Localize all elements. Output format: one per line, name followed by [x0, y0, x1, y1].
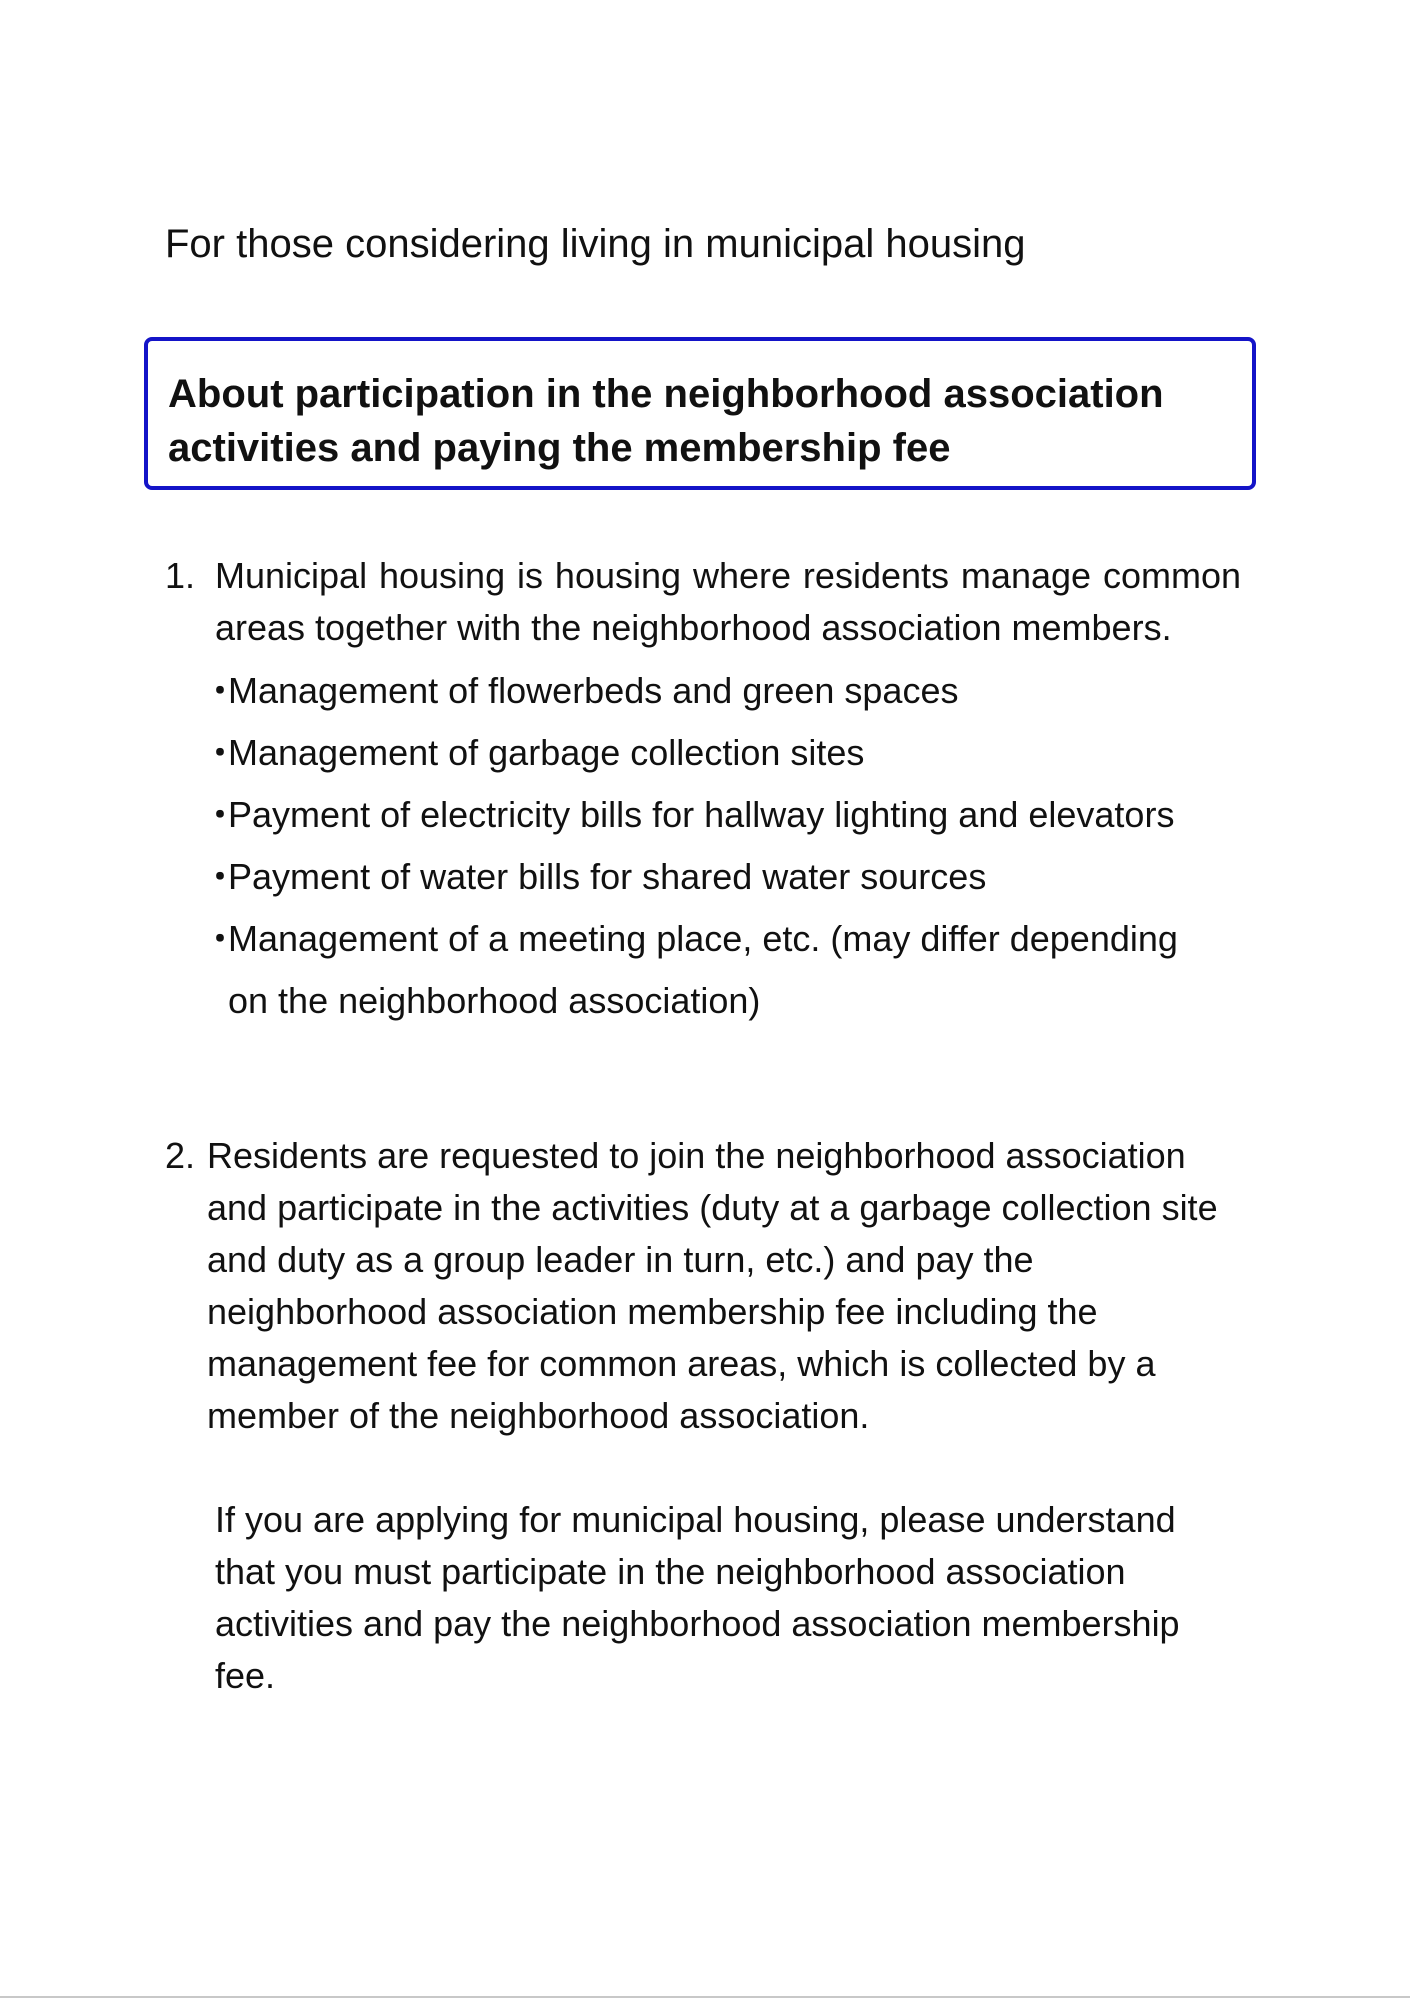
intro-line: For those considering living in municipal housing	[165, 222, 1026, 266]
section-2-note: If you are applying for municipal housing, please understand that you must participate in the neighborhood association activities and pay the neighborhood association membership fee.	[215, 1499, 1180, 1696]
page-bottom-rule	[0, 1996, 1410, 1998]
list-item	[165, 722, 1241, 784]
bullet-text: Management of flowerbeds and green spaces	[228, 670, 959, 711]
bullet-mark: ・	[202, 670, 239, 711]
section-2-text: Residents are requested to join the neighborhood association and participate in the activities (duty at a garbage collection site and duty as a group leader in turn, etc.) and pay the neighborhood association membership fee including the management fee for common areas, which is collected by a member of the neighborhood association.	[207, 1135, 1218, 1436]
bullet-text: Payment of water bills for shared water sources	[228, 856, 987, 897]
section-1-text: Municipal housing is housing where residents manage common areas together with the neighborhood association members.	[215, 555, 1241, 648]
bullet-text: Management of garbage collection sites	[228, 732, 865, 773]
section-2-text-first	[207, 1130, 1241, 1442]
section-2	[165, 1130, 1241, 1702]
list-item	[165, 908, 1241, 1032]
title-box	[144, 337, 1256, 490]
bullet-mark: ・	[202, 856, 239, 897]
bullet-mark: ・	[202, 918, 239, 959]
section-1-bullet-list	[165, 660, 1241, 1032]
section-1-number: 1.	[165, 555, 196, 596]
list-item	[165, 784, 1241, 846]
section-2-head	[165, 1130, 1241, 1442]
section-2-number: 2.	[165, 1135, 196, 1176]
title-line-2: activities and paying the membership fee	[168, 426, 951, 470]
list-item	[165, 846, 1241, 908]
bullet-mark: ・	[202, 794, 239, 835]
bullet-text: Payment of electricity bills for hallway lighting and elevators	[228, 794, 1175, 835]
list-item	[165, 660, 1241, 722]
bullet-text: Management of a meeting place, etc. (may differ depending on the neighborhood association)	[228, 918, 1178, 1021]
bullet-mark: ・	[202, 732, 239, 773]
section-1	[165, 550, 1241, 1032]
section-1-head	[165, 550, 1241, 654]
title-line-1: About participation in the neighborhood association	[168, 372, 1164, 416]
